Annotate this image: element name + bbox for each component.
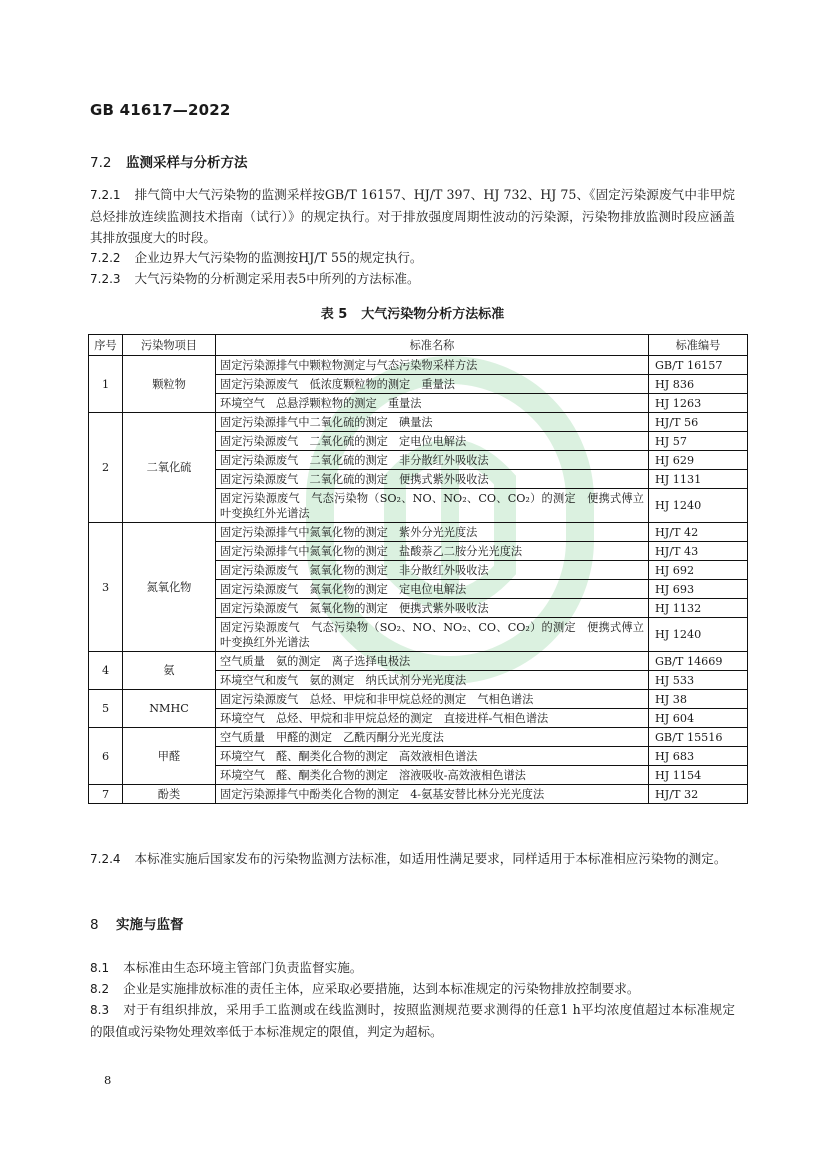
section-number: 7.2: [90, 155, 112, 171]
clause-text: 大气污染物的分析测定采用表5中所列的方法标准。: [134, 271, 420, 286]
standard-name-cell: 固定污染源排气中二氧化硫的测定 碘量法: [216, 413, 649, 432]
standard-name-cell: 固定污染源废气 氮氧化物的测定 定电位电解法: [216, 580, 649, 599]
standard-code-cell: HJ/T 56: [649, 413, 748, 432]
section-7-2-heading: [90, 151, 248, 171]
clause-text: 本标准实施后国家发布的污染物监测方法标准，如适用性满足要求，同样适用于本标准相应污染物的测定。: [134, 851, 727, 866]
seq-cell: 5: [89, 690, 123, 728]
standard-code-cell: HJ 57: [649, 432, 748, 451]
table-number: 表 5: [320, 307, 348, 322]
standard-name-cell: 空气质量 甲醛的测定 乙酰丙酮分光光度法: [216, 728, 649, 747]
standard-code-cell: HJ 836: [649, 375, 748, 394]
standard-name-cell: 固定污染源排气中氮氧化物的测定 紫外分光光度法: [216, 523, 649, 542]
seq-cell: 4: [89, 652, 123, 690]
standard-code-cell: GB/T 16157: [649, 356, 748, 375]
standard-code-cell: HJ 1132: [649, 599, 748, 618]
standard-name-cell: 固定污染源排气中颗粒物测定与气态污染物采样方法: [216, 356, 649, 375]
standard-code-cell: HJ 38: [649, 690, 748, 709]
standard-code-cell: HJ 1154: [649, 766, 748, 785]
clause-7-2-4: [90, 848, 735, 870]
clause-number: 7.2.3: [90, 272, 121, 286]
standard-name-cell: 固定污染源废气 低浓度颗粒物的测定 重量法: [216, 375, 649, 394]
seq-cell: 1: [89, 356, 123, 413]
standard-name-cell: 环境空气和废气 氨的测定 纳氏试剂分光光度法: [216, 671, 649, 690]
pollutant-cell: NMHC: [123, 690, 216, 728]
pollutant-cell: 氮氧化物: [123, 523, 216, 652]
standard-code-cell: GB/T 14669: [649, 652, 748, 671]
clause-8-2: [90, 978, 735, 1000]
standard-name-cell: 环境空气 总悬浮颗粒物的测定 重量法: [216, 394, 649, 413]
table-row: [89, 785, 748, 804]
table-row: [89, 652, 748, 671]
pollutant-cell: 颗粒物: [123, 356, 216, 413]
clause-number: 8.1: [90, 961, 110, 975]
standard-code-cell: HJ 1263: [649, 394, 748, 413]
table-row: [89, 728, 748, 747]
seq-cell: 2: [89, 413, 123, 523]
standard-name-cell: 固定污染源废气 二氧化硫的测定 定电位电解法: [216, 432, 649, 451]
clause-8-1: [90, 957, 735, 979]
section-number: 8: [90, 917, 99, 933]
standard-name-cell: 固定污染源废气 气态污染物（SO₂、NO、NO₂、CO、CO₂）的测定 便携式傅立叶变换红外光谱法: [216, 489, 649, 523]
section-title: 监测采样与分析方法: [126, 155, 248, 171]
header-pollutant: 污染物项目: [123, 335, 216, 356]
table-5-caption: [90, 303, 735, 322]
clause-text: 企业是实施排放标准的责任主体，应采取必要措施，达到本标准规定的污染物排放控制要求。: [123, 981, 640, 996]
standard-name-cell: 固定污染源废气 氮氧化物的测定 便携式紫外吸收法: [216, 599, 649, 618]
standard-code-cell: HJ 1240: [649, 618, 748, 652]
clause-8-3: [90, 999, 735, 1042]
standard-name-cell: 固定污染源废气 氮氧化物的测定 非分散红外吸收法: [216, 561, 649, 580]
standard-code-cell: HJ 604: [649, 709, 748, 728]
clause-number: 8.3: [90, 1003, 110, 1017]
pollutant-cell: 酚类: [123, 785, 216, 804]
analysis-methods-table: [88, 334, 748, 804]
clause-number: 7.2.1: [90, 188, 121, 202]
standard-name-cell: 固定污染源废气 二氧化硫的测定 非分散红外吸收法: [216, 451, 649, 470]
standard-name-cell: 固定污染源排气中氮氧化物的测定 盐酸萘乙二胺分光光度法: [216, 542, 649, 561]
table-row: [89, 690, 748, 709]
standard-name-cell: 环境空气 总烃、甲烷和非甲烷总烃的测定 直接进样-气相色谱法: [216, 709, 649, 728]
standard-name-cell: 固定污染源废气 二氧化硫的测定 便携式紫外吸收法: [216, 470, 649, 489]
standard-code-cell: HJ 683: [649, 747, 748, 766]
standard-name-cell: 环境空气 醛、酮类化合物的测定 高效液相色谱法: [216, 747, 649, 766]
clause-text: 对于有组织排放，采用手工监测或在线监测时，按照监测规范要求测得的任意1 h平均浓度值超过本标准规定的限值或污染物处理效率低于本标准规定的限值，判定为超标。: [90, 1002, 735, 1039]
standard-code-cell: HJ 533: [649, 671, 748, 690]
clause-text: 企业边界大气污染物的监测按HJ/T 55的规定执行。: [134, 250, 423, 265]
table-header-row: [89, 335, 748, 356]
seq-cell: 7: [89, 785, 123, 804]
clause-7-2-3: [90, 268, 735, 290]
clause-number: 7.2.4: [90, 852, 121, 866]
clause-number: 7.2.2: [90, 251, 121, 265]
standard-code-cell: HJ 1131: [649, 470, 748, 489]
standard-name-cell: 环境空气 醛、酮类化合物的测定 溶液吸收-高效液相色谱法: [216, 766, 649, 785]
table-row: [89, 413, 748, 432]
standard-code-cell: HJ 692: [649, 561, 748, 580]
page-number: 8: [104, 1073, 112, 1087]
clause-number: 8.2: [90, 982, 110, 996]
document-code: GB 41617—2022: [90, 101, 231, 119]
table-row: [89, 523, 748, 542]
pollutant-cell: 甲醛: [123, 728, 216, 785]
standard-code-cell: HJ/T 42: [649, 523, 748, 542]
clause-text: 排气筒中大气污染物的监测采样按GB/T 16157、HJ/T 397、HJ 732、HJ 75、《固定污染源废气中非甲烷总烃排放连续监测技术指南（试行）》的规定执行。对于排放强度周期性波动的污染源，污染物排放监测时段应涵盖其排放强度大的时段。: [90, 187, 735, 245]
standard-code-cell: HJ 1240: [649, 489, 748, 523]
standard-code-cell: GB/T 15516: [649, 728, 748, 747]
seq-cell: 6: [89, 728, 123, 785]
standard-name-cell: 空气质量 氨的测定 离子选择电极法: [216, 652, 649, 671]
clause-text: 本标准由生态环境主管部门负责监督实施。: [123, 960, 363, 975]
pollutant-cell: 氨: [123, 652, 216, 690]
header-standard-name: 标准名称: [216, 335, 649, 356]
standard-code-cell: HJ 629: [649, 451, 748, 470]
seq-cell: 3: [89, 523, 123, 652]
section-8-heading: [90, 913, 184, 933]
table-title: 大气污染物分析方法标准: [361, 307, 505, 322]
standard-name-cell: 固定污染源排气中酚类化合物的测定 4-氨基安替比林分光光度法: [216, 785, 649, 804]
clause-7-2-1: [90, 184, 735, 248]
standard-code-cell: HJ/T 32: [649, 785, 748, 804]
clause-7-2-2: [90, 247, 735, 269]
section-title: 实施与监督: [116, 917, 184, 933]
standard-code-cell: HJ/T 43: [649, 542, 748, 561]
standard-name-cell: 固定污染源废气 气态污染物（SO₂、NO、NO₂、CO、CO₂）的测定 便携式傅立叶变换红外光谱法: [216, 618, 649, 652]
standard-name-cell: 固定污染源废气 总烃、甲烷和非甲烷总烃的测定 气相色谱法: [216, 690, 649, 709]
header-standard-code: 标准编号: [649, 335, 748, 356]
table-row: [89, 356, 748, 375]
pollutant-cell: 二氧化硫: [123, 413, 216, 523]
header-seq: 序号: [89, 335, 123, 356]
standard-code-cell: HJ 693: [649, 580, 748, 599]
